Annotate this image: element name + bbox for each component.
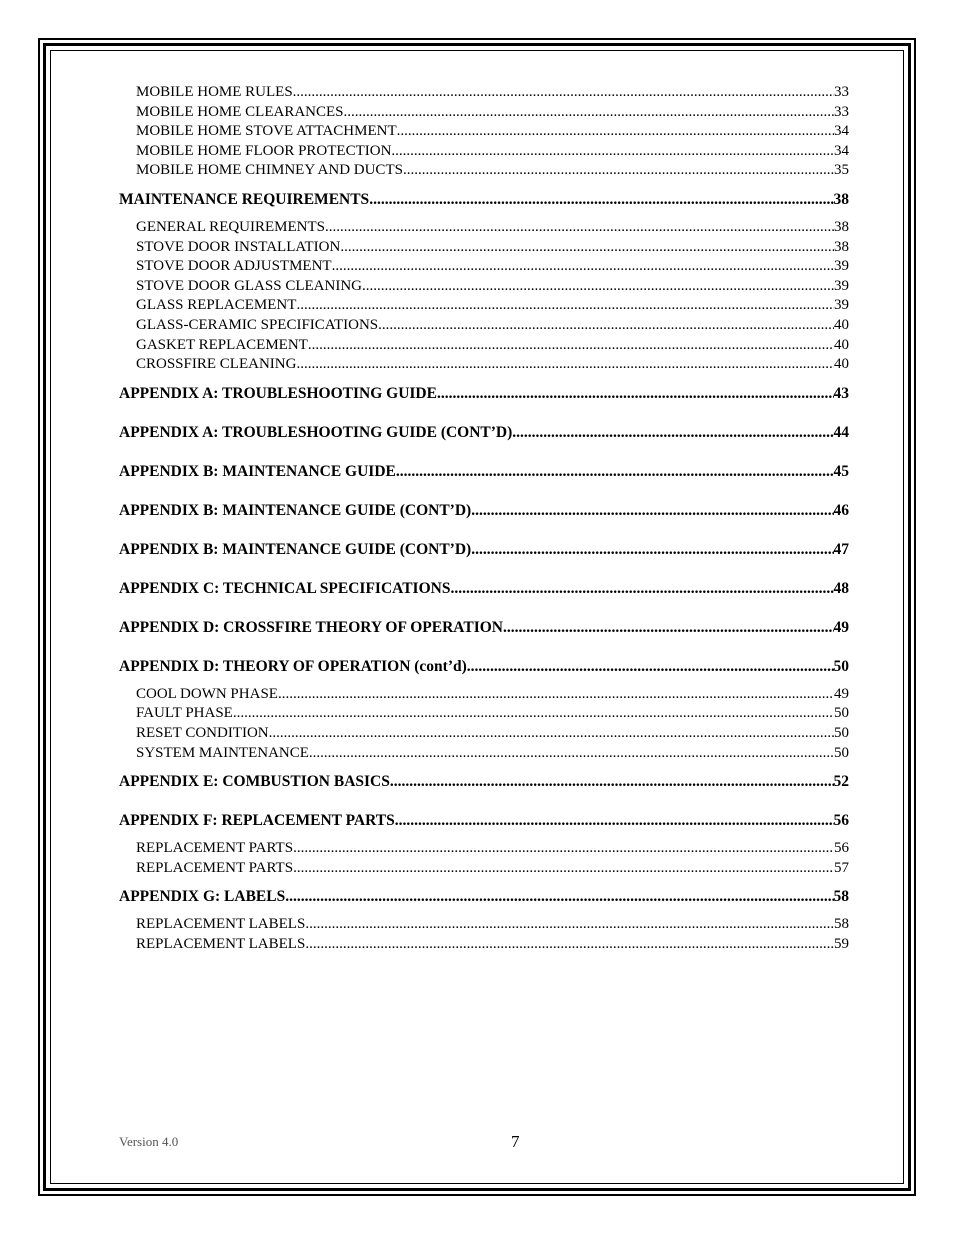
toc-entry-label: REPLACEMENT LABELS <box>136 935 305 955</box>
toc-entry-page: 58 <box>834 915 849 935</box>
toc-section-label: APPENDIX D: CROSSFIRE THEORY OF OPERATION <box>119 618 503 636</box>
toc-entry-label: SYSTEM MAINTENANCE <box>136 744 309 764</box>
toc-section-appendix-b-cont[interactable] <box>119 501 849 521</box>
toc-group-replacement-labels <box>119 915 849 954</box>
toc-dot-leader <box>325 218 834 238</box>
toc-section-appendix-c[interactable] <box>119 579 849 599</box>
toc-dot-leader <box>305 935 834 955</box>
toc-entry-page: 49 <box>834 685 849 705</box>
toc-entry-page: 34 <box>834 142 849 162</box>
toc-dot-leader <box>293 859 834 879</box>
toc-entry[interactable] <box>119 915 849 935</box>
toc-section-page: 48 <box>833 579 849 597</box>
toc-section-page: 43 <box>833 384 849 402</box>
toc-section-page: 38 <box>833 190 849 208</box>
toc-section-label: APPENDIX E: COMBUSTION BASICS <box>119 773 390 791</box>
toc-dot-leader <box>362 277 834 297</box>
toc-dot-leader <box>293 83 834 103</box>
toc-entry-page: 33 <box>834 103 849 123</box>
toc-entry-page: 38 <box>834 218 849 238</box>
toc-entry[interactable] <box>119 935 849 955</box>
toc-section-label: APPENDIX G: LABELS <box>119 888 286 906</box>
toc-entry-page: 50 <box>834 724 849 744</box>
toc-section-appendix-b[interactable] <box>119 462 849 482</box>
toc-entry-label: STOVE DOOR INSTALLATION <box>136 238 340 258</box>
toc-entry-page: 40 <box>834 336 849 356</box>
toc-entry-page: 39 <box>834 277 849 297</box>
toc-group-replacement-parts <box>119 839 849 878</box>
toc-entry-label: COOL DOWN PHASE <box>136 685 278 705</box>
toc-entry-page: 50 <box>834 744 849 764</box>
toc-entry-page: 57 <box>834 859 849 879</box>
toc-group-maintenance <box>119 218 849 375</box>
toc-entry-label: REPLACEMENT PARTS <box>136 839 293 859</box>
toc-entry[interactable] <box>119 316 849 336</box>
toc-dot-leader <box>390 772 834 792</box>
toc-entry-page: 35 <box>834 161 849 181</box>
toc-dot-leader <box>344 103 834 123</box>
toc-dot-leader <box>471 501 833 521</box>
toc-dot-leader <box>309 744 834 764</box>
toc-section-label: APPENDIX F: REPLACEMENT PARTS <box>119 812 395 830</box>
toc-section-page: 44 <box>833 423 849 441</box>
toc-entry-label: MOBILE HOME CLEARANCES <box>136 103 344 123</box>
toc-dot-leader <box>396 462 834 482</box>
toc-entry[interactable] <box>119 336 849 356</box>
toc-entry[interactable] <box>119 122 849 142</box>
toc-section-appendix-b-cont-2[interactable] <box>119 540 849 560</box>
toc-section-page: 56 <box>833 812 849 830</box>
toc-entry-label: GLASS-CERAMIC SPECIFICATIONS <box>136 316 378 336</box>
table-of-contents <box>119 83 849 954</box>
toc-section-appendix-g[interactable] <box>119 887 849 907</box>
toc-entry-label: REPLACEMENT PARTS <box>136 859 293 879</box>
toc-section-label: APPENDIX B: MAINTENANCE GUIDE (CONT’D) <box>119 540 472 558</box>
toc-entry-label: REPLACEMENT LABELS <box>136 915 305 935</box>
toc-entry-page: 38 <box>834 238 849 258</box>
toc-entry-label: GENERAL REQUIREMENTS <box>136 218 325 238</box>
toc-section-appendix-f[interactable] <box>119 811 849 831</box>
toc-dot-leader <box>269 724 834 744</box>
toc-entry-page: 39 <box>834 296 849 316</box>
toc-entry[interactable] <box>119 83 849 103</box>
toc-entry-page: 39 <box>834 257 849 277</box>
toc-dot-leader <box>308 336 834 356</box>
toc-section-page: 58 <box>833 888 849 906</box>
toc-dot-leader <box>450 579 833 599</box>
toc-entry-page: 56 <box>834 839 849 859</box>
toc-entry[interactable] <box>119 704 849 724</box>
toc-entry-label: STOVE DOOR GLASS CLEANING <box>136 277 362 297</box>
toc-entry-page: 59 <box>834 935 849 955</box>
footer-page-number: 7 <box>511 1132 520 1151</box>
toc-entry[interactable] <box>119 744 849 764</box>
footer-version: Version 4.0 <box>119 1134 179 1149</box>
toc-entry[interactable] <box>119 355 849 375</box>
toc-entry[interactable] <box>119 161 849 181</box>
toc-entry-label: MOBILE HOME RULES <box>136 83 293 103</box>
toc-section-appendix-a-cont[interactable] <box>119 423 849 443</box>
toc-entry-label: STOVE DOOR ADJUSTMENT <box>136 257 332 277</box>
toc-section-appendix-d-cont[interactable] <box>119 657 849 677</box>
toc-section-page: 47 <box>833 540 849 558</box>
toc-entry-label: FAULT PHASE <box>136 704 233 724</box>
toc-entry-label: GLASS REPLACEMENT <box>136 296 296 316</box>
toc-dot-leader <box>340 238 834 258</box>
toc-dot-leader <box>503 618 834 638</box>
toc-entry-page: 33 <box>834 83 849 103</box>
toc-dot-leader <box>285 887 833 907</box>
toc-section-page: 45 <box>833 462 849 480</box>
toc-entry[interactable] <box>119 724 849 744</box>
toc-section-appendix-a[interactable] <box>119 384 849 404</box>
toc-entry-label: CROSSFIRE CLEANING <box>136 355 296 375</box>
toc-dot-leader <box>397 122 834 142</box>
toc-entry-page: 40 <box>834 316 849 336</box>
toc-entry-page: 40 <box>834 355 849 375</box>
toc-section-page: 49 <box>833 618 849 636</box>
toc-section-appendix-e[interactable] <box>119 772 849 792</box>
toc-section-page: 50 <box>833 657 849 675</box>
toc-group-mobile-home <box>119 83 849 181</box>
toc-entry[interactable] <box>119 296 849 316</box>
toc-entry[interactable] <box>119 277 849 297</box>
toc-entry-page: 34 <box>834 122 849 142</box>
toc-section-label: APPENDIX B: MAINTENANCE GUIDE (CONT’D) <box>119 501 472 519</box>
toc-entry-label: MOBILE HOME FLOOR PROTECTION <box>136 142 391 162</box>
toc-dot-leader <box>391 142 834 162</box>
toc-entry[interactable] <box>119 238 849 258</box>
toc-entry[interactable] <box>119 859 849 879</box>
toc-entry[interactable] <box>119 142 849 162</box>
toc-section-appendix-d[interactable] <box>119 618 849 638</box>
toc-entry-label: MOBILE HOME STOVE ATTACHMENT <box>136 122 397 142</box>
toc-section-label: APPENDIX A: TROUBLESHOOTING GUIDE <box>119 384 437 402</box>
toc-section-maintenance[interactable] <box>119 190 849 210</box>
toc-section-page: 46 <box>833 501 849 519</box>
toc-dot-leader <box>369 190 833 210</box>
toc-section-label: APPENDIX A: TROUBLESHOOTING GUIDE (CONT’D) <box>119 423 513 441</box>
toc-entry-label: RESET CONDITION <box>136 724 269 744</box>
toc-entry-label: GASKET REPLACEMENT <box>136 336 308 356</box>
toc-section-label: APPENDIX C: TECHNICAL SPECIFICATIONS <box>119 579 451 597</box>
toc-entry-page: 50 <box>834 704 849 724</box>
toc-dot-leader <box>305 915 834 935</box>
toc-section-label: APPENDIX D: THEORY OF OPERATION (cont’d) <box>119 657 467 675</box>
toc-dot-leader <box>233 704 834 724</box>
toc-dot-leader <box>467 657 834 677</box>
toc-dot-leader <box>332 257 834 277</box>
toc-entry[interactable] <box>119 839 849 859</box>
toc-section-label: MAINTENANCE REQUIREMENTS <box>119 190 370 208</box>
toc-section-page: 52 <box>833 773 849 791</box>
toc-dot-leader <box>296 355 834 375</box>
toc-dot-leader <box>512 423 833 443</box>
toc-entry[interactable] <box>119 685 849 705</box>
toc-dot-leader <box>278 685 834 705</box>
toc-entry[interactable] <box>119 218 849 238</box>
toc-dot-leader <box>471 540 833 560</box>
toc-dot-leader <box>293 839 834 859</box>
toc-entry-label: MOBILE HOME CHIMNEY AND DUCTS <box>136 161 403 181</box>
toc-dot-leader <box>395 811 834 831</box>
toc-dot-leader <box>437 384 834 404</box>
toc-entry[interactable] <box>119 103 849 123</box>
toc-section-label: APPENDIX B: MAINTENANCE GUIDE <box>119 462 396 480</box>
toc-dot-leader <box>378 316 834 336</box>
toc-group-theory <box>119 685 849 763</box>
toc-dot-leader <box>296 296 834 316</box>
toc-entry[interactable] <box>119 257 849 277</box>
toc-dot-leader <box>403 161 834 181</box>
